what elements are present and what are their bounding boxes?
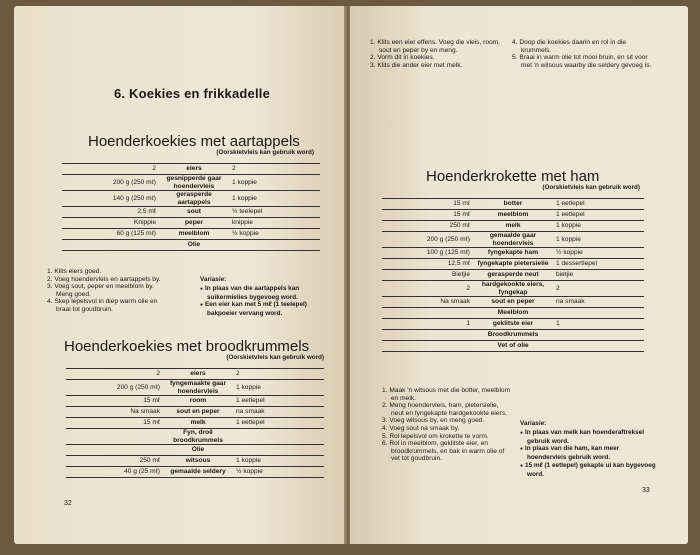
variation-item: ● 15 mℓ (1 eetlepel) gekapte ui kan bygevoeg word. bbox=[520, 462, 660, 479]
chapter-title: 6. Koekies en frikkadelle bbox=[114, 86, 271, 101]
ingredient-name: witsous bbox=[162, 456, 234, 467]
ingredient-name: gesnipperde gaar hoendervleis bbox=[158, 175, 230, 191]
ingredient-row bbox=[66, 445, 324, 456]
ingredient-alt-measure: 1 koppie bbox=[230, 175, 320, 191]
ingredient-row bbox=[62, 207, 320, 218]
ingredient-quantity: Na smaak bbox=[66, 407, 162, 418]
ingredient-name: fyngekapte pietersielie bbox=[472, 259, 554, 270]
variation-item: ● In plaas van die aartappels kan suikermielies bygevoeg word. bbox=[200, 285, 330, 302]
step: 4. Skep lepelsvol in diep warm olie en braai tot goudbruin. bbox=[47, 298, 158, 313]
variation-item: ● Een eier kan met 5 mℓ (1 teelepel) bakpoeier vervang word. bbox=[200, 301, 330, 318]
ingredient-quantity: 250 mℓ bbox=[382, 221, 472, 232]
ingredient-row bbox=[66, 429, 324, 445]
step: 2. Meng hoendervleis, ham, pietersielie, neut en fyngekapte hardgekookte eiers. bbox=[382, 402, 507, 417]
page-32 bbox=[14, 6, 346, 544]
ingredient-name: gemaalde seldery bbox=[162, 467, 234, 478]
ingredient-alt-measure: 1 koppie bbox=[234, 456, 324, 467]
ingredient-name: sout en peper bbox=[162, 407, 234, 418]
ingredient-quantity: 60 g (125 mℓ) bbox=[62, 229, 158, 240]
recipe-title-broodkrummels: Hoenderkoekies met broodkrummels bbox=[64, 338, 310, 355]
ingredient-row bbox=[382, 232, 644, 248]
variation-box-krokette bbox=[520, 420, 660, 479]
ingredient-name: gerasperde neut bbox=[472, 270, 554, 281]
ingredient-name: meelblom bbox=[472, 210, 554, 221]
ingredient-alt-measure: ½ teelepel bbox=[230, 207, 320, 218]
ingredient-quantity: 15 mℓ bbox=[382, 210, 472, 221]
ingredient-row bbox=[66, 467, 324, 478]
ingredient-row bbox=[66, 456, 324, 467]
ingredient-alt-measure bbox=[234, 429, 324, 445]
ingredient-quantity: 200 g (250 mℓ) bbox=[66, 380, 162, 396]
ingredients-table-aartappels bbox=[62, 163, 320, 251]
ingredient-quantity: 40 g (25 mℓ) bbox=[66, 467, 162, 478]
ingredient-row bbox=[62, 175, 320, 191]
ingredient-alt-measure: 1 dessertlepel bbox=[554, 259, 644, 270]
step: 2. Vorm dit in koekies. bbox=[370, 54, 435, 62]
ingredient-alt-measure: 1 eetlepel bbox=[234, 418, 324, 429]
ingredient-row bbox=[62, 229, 320, 240]
ingredient-name: fyngekapte ham bbox=[472, 248, 554, 259]
ingredient-row bbox=[382, 297, 644, 308]
ingredient-row bbox=[382, 270, 644, 281]
step: 4. Doop die koekies daarin en rol in die krummels. bbox=[512, 39, 626, 54]
step: 1. Maak 'n witsous met die botter, meelblom en melk. bbox=[382, 387, 511, 402]
ingredient-quantity bbox=[66, 429, 162, 445]
ingredient-alt-measure: 1 eetlepel bbox=[234, 396, 324, 407]
ingredient-row bbox=[382, 199, 644, 210]
ingredient-quantity: 2,5 mℓ bbox=[62, 207, 158, 218]
ingredient-row bbox=[66, 369, 324, 380]
ingredient-name: Broodkrummels bbox=[472, 330, 554, 341]
ingredients-table-broodkrummels bbox=[66, 368, 324, 478]
ingredient-row bbox=[66, 380, 324, 396]
ingredient-quantity: 1 bbox=[382, 319, 472, 330]
ingredient-alt-measure: ½ koppie bbox=[554, 248, 644, 259]
method-steps-aartappels bbox=[47, 268, 171, 314]
ingredient-row bbox=[66, 418, 324, 429]
ingredient-name: sout en peper bbox=[472, 297, 554, 308]
ingredient-name: geklitste eier bbox=[472, 319, 554, 330]
ingredient-alt-measure: na smaak bbox=[554, 297, 644, 308]
page-number: 33 bbox=[642, 487, 650, 494]
step: 3. Voeg sout, peper en meelblom by. Meng goed. bbox=[47, 283, 154, 298]
step: 3. Voeg witsous by, en meng goed. bbox=[382, 417, 485, 425]
step: 6. Rol in meelblom, geklitste eier, en broodkrummels, en bak in warm olie of vet tot goudbruin. bbox=[382, 440, 505, 463]
ingredient-alt-measure: 1 koppie bbox=[230, 191, 320, 207]
ingredient-quantity: Bietjie bbox=[382, 270, 472, 281]
ingredient-row bbox=[382, 210, 644, 221]
ingredient-row bbox=[66, 407, 324, 418]
page-33 bbox=[350, 6, 688, 544]
step: 5. Braai in warm olie tot mooi bruin, en sit voor met 'n witsous waarby die seldery gevoeg is. bbox=[512, 54, 652, 69]
ingredient-alt-measure: 1 bbox=[554, 319, 644, 330]
ingredient-alt-measure: knippie bbox=[230, 218, 320, 229]
page-number: 32 bbox=[64, 500, 72, 507]
ingredients-table-krokette bbox=[382, 198, 644, 352]
variation-title: Variasie: bbox=[200, 276, 227, 283]
ingredient-row bbox=[62, 218, 320, 229]
ingredient-quantity bbox=[66, 445, 162, 456]
recipe-subtitle: (Oorskietvleis kan gebruik word) bbox=[216, 149, 314, 156]
recipe-title-aartappels: Hoenderkoekies met aartappels bbox=[88, 133, 300, 150]
ingredient-quantity: 100 g (125 mℓ) bbox=[382, 248, 472, 259]
ingredient-alt-measure bbox=[234, 445, 324, 456]
ingredient-row bbox=[382, 248, 644, 259]
ingredient-name: meelblom bbox=[158, 229, 230, 240]
ingredient-name: eiers bbox=[162, 369, 234, 380]
ingredient-quantity bbox=[382, 341, 472, 352]
ingredient-quantity: Knippie bbox=[62, 218, 158, 229]
method-steps-krokette bbox=[382, 387, 512, 463]
ingredient-quantity: 140 g (250 mℓ) bbox=[62, 191, 158, 207]
recipe-subtitle: (Oorskietvleis kan gebruik word) bbox=[542, 184, 640, 191]
ingredient-name: Vet of olie bbox=[472, 341, 554, 352]
ingredient-quantity: 200 g (250 mℓ) bbox=[382, 232, 472, 248]
step: 5. Rol lepelsvol om krokette te vorm. bbox=[382, 432, 489, 440]
ingredient-name: Olie bbox=[162, 445, 234, 456]
ingredient-name: Fyn, droë broodkrummels bbox=[162, 429, 234, 445]
ingredient-alt-measure: ½ koppie bbox=[230, 229, 320, 240]
ingredient-quantity: 250 mℓ bbox=[66, 456, 162, 467]
ingredient-name: peper bbox=[158, 218, 230, 229]
ingredient-alt-measure: 1 eetlepel bbox=[554, 210, 644, 221]
ingredient-name: gemaalde gaar hoendervleis bbox=[472, 232, 554, 248]
ingredient-row bbox=[382, 319, 644, 330]
ingredient-alt-measure: 1 koppie bbox=[234, 380, 324, 396]
ingredient-alt-measure bbox=[230, 240, 320, 251]
ingredient-name: eiers bbox=[158, 164, 230, 175]
ingredient-alt-measure: ½ koppie bbox=[234, 467, 324, 478]
step: 3. Klits die ander eier met melk. bbox=[370, 61, 463, 69]
ingredient-alt-measure: 1 koppie bbox=[554, 232, 644, 248]
ingredient-alt-measure: 1 koppie bbox=[554, 221, 644, 232]
variation-item: ● In plaas van die ham, kan meer hoendervleis gebruik word. bbox=[520, 445, 660, 462]
variation-item: ● In plaas van melk kan hoenderaftreksel gebruik word. bbox=[520, 429, 660, 446]
recipe-subtitle: (Oorskietvleis kan gebruik word) bbox=[226, 354, 324, 361]
ingredient-quantity: 200 g (250 mℓ) bbox=[62, 175, 158, 191]
ingredient-name: melk bbox=[472, 221, 554, 232]
ingredient-quantity bbox=[62, 240, 158, 251]
method-steps-broodkrummels-1 bbox=[370, 39, 506, 69]
ingredient-row bbox=[382, 341, 644, 352]
ingredient-row bbox=[62, 240, 320, 251]
ingredient-quantity: 2 bbox=[62, 164, 158, 175]
step: 1. Klits een eier effens. Voeg die vleis, room, sout en peper by en meng. bbox=[370, 39, 500, 54]
ingredient-alt-measure: 2 bbox=[554, 281, 644, 297]
ingredient-quantity: 12,5 mℓ bbox=[382, 259, 472, 270]
ingredient-name: gerasperde aartappels bbox=[158, 191, 230, 207]
ingredient-quantity: 2 bbox=[66, 369, 162, 380]
ingredient-alt-measure bbox=[554, 330, 644, 341]
ingredient-alt-measure: na smaak bbox=[234, 407, 324, 418]
ingredient-quantity: 15 mℓ bbox=[66, 418, 162, 429]
variation-title: Variasie: bbox=[520, 420, 547, 427]
ingredient-row bbox=[62, 164, 320, 175]
ingredient-alt-measure bbox=[554, 341, 644, 352]
recipe-title-krokette: Hoenderkrokette met ham bbox=[426, 168, 600, 185]
ingredient-name: fyngemaakte gaar hoendervleis bbox=[162, 380, 234, 396]
ingredient-alt-measure: bietjie bbox=[554, 270, 644, 281]
ingredient-name: room bbox=[162, 396, 234, 407]
variation-box-aartappels bbox=[200, 276, 330, 318]
ingredient-alt-measure: 2 bbox=[230, 164, 320, 175]
ingredient-name: botter bbox=[472, 199, 554, 210]
ingredient-name: sout bbox=[158, 207, 230, 218]
ingredient-alt-measure: 1 eetlepel bbox=[554, 199, 644, 210]
ingredient-quantity: 2 bbox=[382, 281, 472, 297]
ingredient-name: hardgekookte eiers, fyngekap bbox=[472, 281, 554, 297]
ingredient-quantity bbox=[382, 330, 472, 341]
method-steps-broodkrummels-2 bbox=[512, 39, 652, 69]
ingredient-alt-measure bbox=[554, 308, 644, 319]
step: 1. Klits eiers goed. bbox=[47, 268, 102, 275]
ingredient-row bbox=[382, 281, 644, 297]
ingredient-row bbox=[382, 259, 644, 270]
step: 4. Voeg sout na smaak by. bbox=[382, 424, 460, 432]
ingredient-row bbox=[382, 221, 644, 232]
ingredient-alt-measure: 2 bbox=[234, 369, 324, 380]
ingredient-name: Meelblom bbox=[472, 308, 554, 319]
ingredient-row bbox=[382, 330, 644, 341]
ingredient-quantity: 15 mℓ bbox=[382, 199, 472, 210]
ingredient-name: Olie bbox=[158, 240, 230, 251]
ingredient-quantity: 15 mℓ bbox=[66, 396, 162, 407]
step: 2. Voeg hoendervleis en aartappels by. bbox=[47, 275, 161, 283]
ingredient-row bbox=[382, 308, 644, 319]
ingredient-row bbox=[66, 396, 324, 407]
ingredient-quantity bbox=[382, 308, 472, 319]
ingredient-row bbox=[62, 191, 320, 207]
ingredient-quantity: Na smaak bbox=[382, 297, 472, 308]
ingredient-name: melk bbox=[162, 418, 234, 429]
